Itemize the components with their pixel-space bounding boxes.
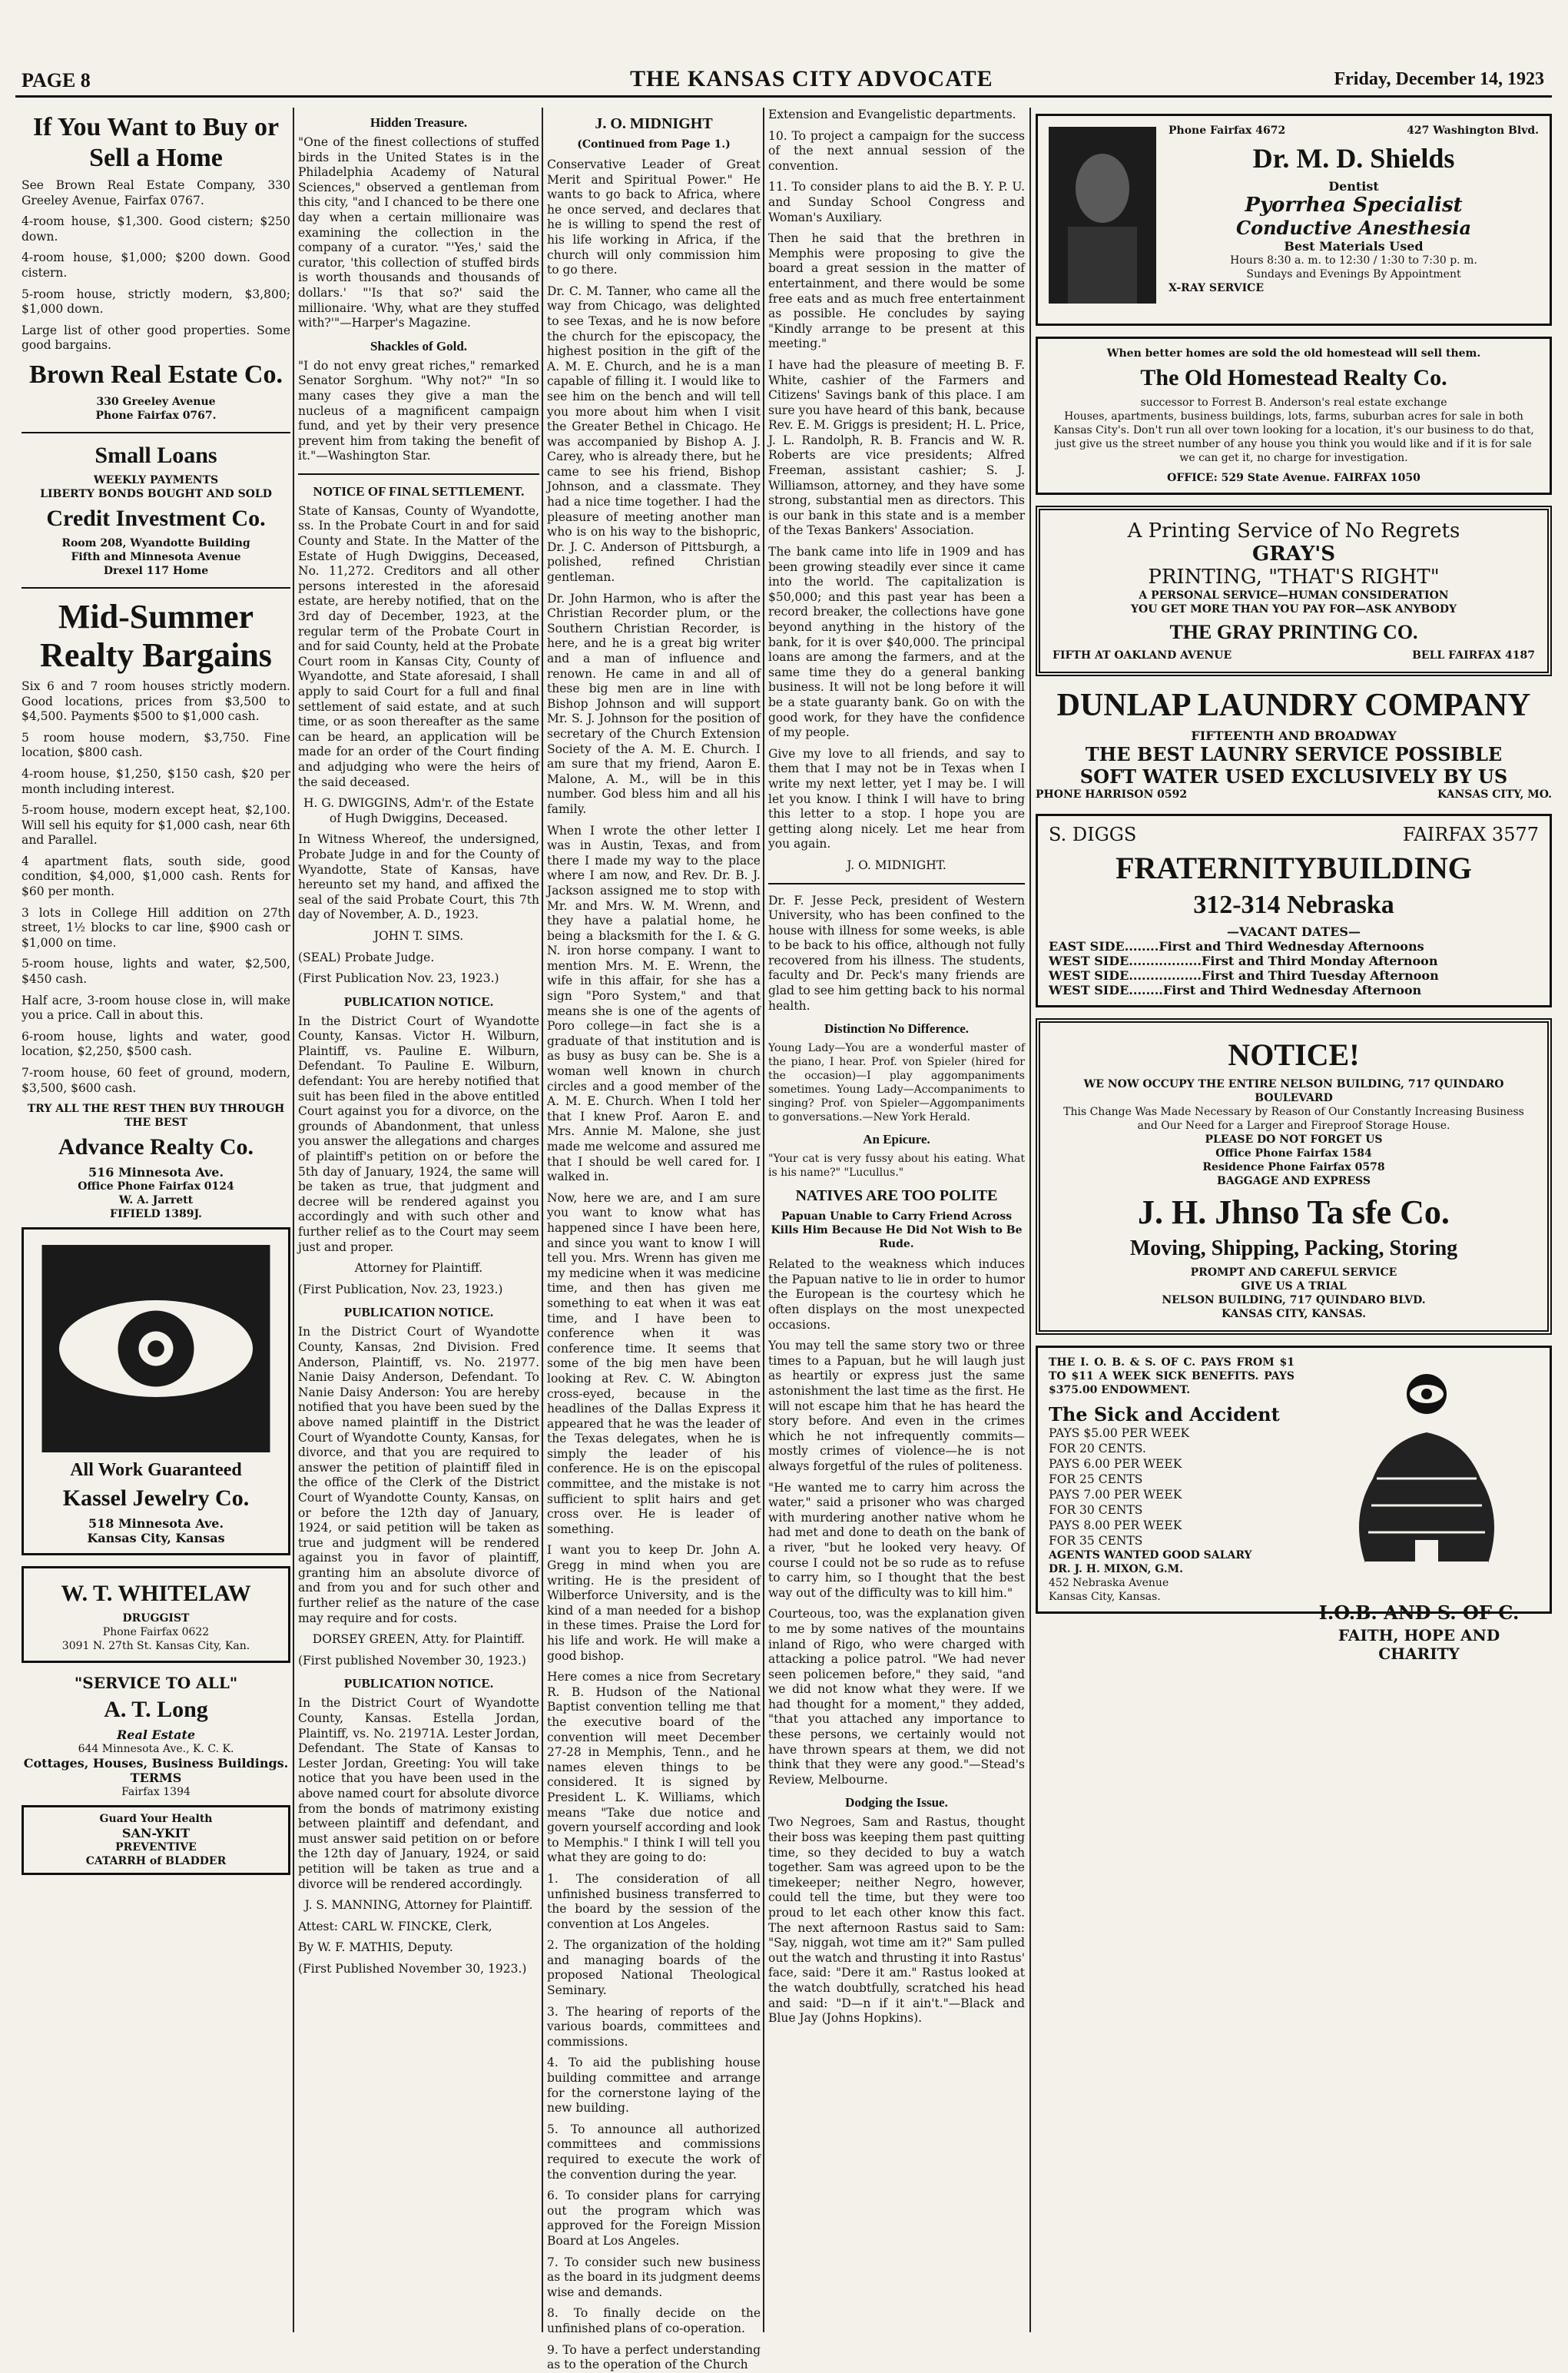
legal-signature: Attorney for Plaintiff. [354, 1261, 483, 1276]
bargain-item: 5-room house, modern except heat, $2,100. Will sell his equity for $1,000 cash, near 6th and Parallel. [22, 803, 290, 848]
johnson-transfer-ad [1036, 1018, 1552, 1335]
page-number: PAGE 8 [22, 69, 91, 91]
notice-moving: Moving, Shipping, Packing, Storing [1129, 1236, 1458, 1260]
brown-phone: Phone Fairfax 0767. [95, 409, 217, 422]
legal-notice-headline: PUBLICATION NOTICE. [343, 1676, 494, 1691]
portrait-icon [1049, 127, 1156, 304]
advance-fifield: FIFIELD 1389J. [110, 1208, 202, 1221]
kassel-guarantee: All Work Guaranteed [70, 1460, 242, 1481]
natives-subhead: Papuan Unable to Carry Friend Across Kills Him Because He Did Not Wish to Be Rude. [771, 1210, 1023, 1251]
long-service: "SERVICE TO ALL" [74, 1674, 238, 1693]
dunlap-soft: SOFT WATER USED EXCLUSIVELY BY US [1079, 765, 1508, 788]
legal-by: By W. F. MATHIS, Deputy. [298, 1940, 453, 1955]
gray-phone: BELL FAIRFAX 4187 [1412, 649, 1535, 662]
iob-agents: AGENTS WANTED GOOD SALARY [1049, 1549, 1252, 1562]
eye-illustration-icon [41, 1245, 271, 1452]
bargain-item: 5-room house, lights and water, $2,500, $450 cash. [22, 957, 290, 987]
midnight-paragraph: The bank came into life in 1909 and has been growing steadily ever since it came into the world. The capitalization is $50,000; and this past year has been a record breaker, the collections have gone beyond anything in the history of the bank, for it is over $40,000. The principal loans are among the farmers, and at the same time they do a general banking business. It will not be long before it will be a state guaranty bank. Go on with the good work, for they have the confidence of my people. [768, 545, 1025, 740]
midnight-paragraph: Give my love to all friends, and say to them that I may not be in Texas when I write my next letter, yet I may be. I will let you know. I think I will have to bring this letter to a stop. I hope you are getting along nicely. Let me hear from you again. [768, 746, 1025, 851]
legal-notice-body: In the District Court of Wyandotte County, Kansas, 2nd Division. Fred Anderson, Plaintiff, vs. No. 21977. Nanie Daisy Anderson, Defendant. To Nanie Daisy Anderson: You are hereby notified that you have been sued by the above named plaintiff in the District Court of Wyandotte County, Kansas, for divorce, and that you are required to answer the petition of plaintiff filed in the office of the Clerk of the District Court of Wyandotte County, Kansas, on or before the 12th day of January, 1924, or said petition will be taken as true and judgment will be rendered against you in favor of plaintiff, granting him an absolute divorce of and from you and for such other and further relief as the nature of the case may require and for costs. [298, 1325, 539, 1625]
santal-preventive: PREVENTIVE [115, 1841, 197, 1854]
legal-publication: (First published November 30, 1923.) [298, 1653, 526, 1668]
gray-name: GRAY'S [1252, 543, 1335, 566]
mid-summer-headline: Mid-Summer Realty Bargains [40, 597, 272, 674]
midnight-paragraph: Extension and Evangelistic departments. [768, 108, 1016, 121]
natives-paragraph: You may tell the same story two or three times to a Papuan, but he will laugh just as heartily or express just the same astonishment the last time as the first. He will not escape him that he has heard the story before. And even in the crimes which he not infrequently commits—mostly crimes of violence—he is not always forgetful of the rules of politeness. [768, 1339, 1025, 1473]
midnight-paragraph: 11. To consider plans to aid the B. Y. P. U. and Sunday School Congress and Woman's Auxiliary. [768, 180, 1025, 224]
homestead-ad [1036, 337, 1552, 495]
midnight-paragraph: Dr. C. M. Tanner, who came all the way from Chicago, was delighted to see Texas, and he is now before the church for the episcopacy, the highest position in the gift of the A. M. E. Church, and he is a man capable of filling it. I would like to see him on the bench and will tell you more about him when I visit the Greater Bethel in Chicago. He was accompanied by Bishop A. J. Carey, who is already there, but he came to see his friend, Bishop Johnson, and a classmate. They had a nice time together. I had the pleasure of meeting another man who is on his way to the bishopric, Dr. J. C. Anderson of Pittsburgh, a polished, refined Christian gentleman. [547, 284, 761, 585]
midnight-paragraph: 10. To project a campaign for the success of the next annual session of the convention. [768, 128, 1025, 173]
midnight-paragraph: 8. To finally decide on the unfinished plans of co-operation. [547, 2306, 761, 2335]
article-body: "One of the finest collections of stuffed birds in the United States is in the Philadelphia Academy of Natural Sciences," observed a gentleman from this city, "and I chanced to be there one day when a certain millionaire was examining the collection in the company of a curator. "'Yes,' said the curator, 'this collection of stuffed birds is worth thousands and thousands of dollars.' "'Is that so?' said the millionaire. 'Why, what are they stuffed with?'"—Harper's Magazine. [298, 135, 539, 330]
midnight-paragraph: Then he said that the brethren in Memphis were proposing to give the board a great session in the matter of entertainment, and there would be some free eats and as much free entertainment as possible. He concludes by saying "Kindly arrange to be present at this meeting." [768, 231, 1025, 351]
iob-address: 452 Nebraska Avenue [1049, 1577, 1169, 1589]
legal-publication: (First Publication Nov. 23, 1923.) [298, 971, 499, 986]
bargain-item: 3 lots in College Hill addition on 27th street, 1½ blocks to car line, $900 cash or $1,000 on time. [22, 905, 290, 950]
iob-logo: I.O.B. AND S. OF C. [1318, 1601, 1520, 1624]
notice-headline: NOTICE! [1228, 1037, 1360, 1072]
notice-trial: GIVE US A TRIAL [1241, 1280, 1347, 1293]
brown-address: 330 Greeley Avenue [96, 395, 216, 408]
legal-notice-body: In Witness Whereof, the undersigned, Probate Judge in and for the County of Wyandotte, State of Kansas, have hereunto set my hand, and affixed the seal of the said Probate Court, this 7th day of November, A. D., 1923. [298, 832, 539, 922]
midnight-paragraph: 3. The hearing of reports of the various boards, committees and commissions. [547, 2004, 761, 2049]
santal-catarrh: CATARRH of BLADDER [85, 1855, 227, 1868]
newspaper-title: THE KANSAS CITY ADVOCATE [630, 66, 993, 91]
iob-faith: FAITH, HOPE AND CHARITY [1338, 1626, 1500, 1663]
dunlap-phone: PHONE HARRISON 0592 [1036, 788, 1188, 801]
midnight-paragraph: 2. The organization of the holding and managing boards of the proposed National Theological Seminary. [547, 1938, 761, 1998]
notice-forget: PLEASE DO NOT FORGET US [1205, 1133, 1383, 1146]
midnight-paragraph: 6. To consider plans for carrying out the program which was approved for the Foreign Mission Board at Los Angeles. [547, 2189, 761, 2248]
midnight-paragraph: When I wrote the other letter I was in Austin, Texas, and from there I made my way to the place where I am now, and Rev. Dr. B. J. Jackson assigned me to stop with Mr. and Mrs. W. M. Wrenn, and they have a palatial home, he being a blacksmith for the I. & G. N. iron horse company. I want to mention Mrs. M. E. Wrenn, the wife in this affair, for she has a sign "Poro System," and that means she is one of the agents of Poro college—in fact she is a graduate of that institution and is as busy as busy can be. She is a woman well known in church circles and a good member of the A. M. E. Church. When I told her that I knew Prof. Aaron E. and Mrs. Annie M. Malone, she just made me welcome and assured me that I should be well cared for. I walked in. [547, 823, 761, 1184]
article-headline: Shackles of Gold. [370, 338, 468, 353]
homestead-successor: successor to Forrest B. Anderson's real estate exchange [1140, 397, 1447, 409]
long-items: Cottages, Houses, Business Buildings. TERMS [23, 1756, 289, 1786]
midnight-paragraph: 1. The consideration of all unfinished business transferred to the board by the session of the convention at Los Angeles. [547, 1871, 761, 1931]
gray-personal: A PERSONAL SERVICE—HUMAN CONSIDERATION [1139, 589, 1449, 602]
brown-realty-headline: If You Want to Buy or Sell a Home [32, 113, 280, 172]
iob-pay: PAYS $5.00 PER WEEK [1049, 1426, 1190, 1440]
frat-vacant: —VACANT DATES— [1227, 924, 1361, 939]
iob-intro: THE I. O. B. & S. OF C. PAYS FROM $1 TO $11 A WEEK SICK BENEFITS. PAYS $375.00 ENDOWMENT. [1049, 1356, 1295, 1396]
legal-publication: (First Published November 30, 1923.) [298, 1961, 527, 1976]
midnight-signature: J. O. MIDNIGHT. [847, 858, 946, 872]
issue-date: Friday, December 14, 1923 [1334, 69, 1544, 89]
natives-paragraph: "He wanted me to carry him across the water," said a prisoner who was charged with murdering another native whom he had met and done to death on the bank of a river, "but he looked very heavy. Of course I could not be so rude as to refuse to carry him, so I thought that the best way out of the difficulty was to kill him." [768, 1480, 1025, 1600]
midnight-paragraph: Here comes a nice from Secretary R. B. Hudson of the National Baptist convention telling me that the executive board of the convention will meet December 27-28 in Memphis, Tenn., and he names eleven things to be considered. It is signed by President L. K. Williams, which means "Take due notice and govern yourself according and look to Memphis." I think I will tell you what they are going to do: [547, 1670, 761, 1865]
long-name: A. T. Long [104, 1697, 208, 1723]
natives-headline: NATIVES ARE TOO POLITE [795, 1187, 998, 1205]
bargain-item: 6-room house, lights and water, good location, $2,250, $500 cash. [22, 1029, 290, 1059]
legal-notice-headline: PUBLICATION NOTICE. [343, 994, 494, 1009]
iob-ad [1036, 1346, 1552, 1663]
notice-nelson: NELSON BUILDING, 717 QUINDARO BLVD. [1162, 1294, 1426, 1306]
shields-sundays: Sundays and Evenings By Appointment [1246, 268, 1461, 280]
column-2 [298, 108, 539, 2332]
legal-signature: DORSEY GREEN, Atty. for Plaintiff. [312, 1632, 525, 1647]
gray-pay: YOU GET MORE THAN YOU PAY FOR—ASK ANYBODY [1131, 603, 1457, 616]
masthead [15, 63, 1552, 98]
column-rule [293, 108, 294, 2332]
gray-tagline: A Printing Service of No Regrets [1127, 519, 1460, 543]
natives-paragraph: Related to the weakness which induces the Papuan native to lie in order to humor the European is the courtesy which he often displays on the most unexpected occasions. [768, 1257, 1025, 1332]
notice-company: J. H. Jhnso Ta sfe Co. [1138, 1193, 1450, 1231]
iob-pay: PAYS 7.00 PER WEEK [1049, 1488, 1182, 1502]
dunlap-best: THE BEST LAUNRY SERVICE POSSIBLE [1085, 743, 1503, 765]
frat-name: FRATERNITYBUILDING [1116, 851, 1472, 885]
shields-title: Dentist [1328, 179, 1379, 194]
bargain-item: 5 room house modern, $3,750. Fine location, $800 cash. [22, 730, 290, 760]
legal-notice-body: In the District Court of Wyandotte County, Kansas. Victor H. Wilburn, Plaintiff, vs. Pauline E. Wilburn, Defendant. To Pauline E. Wilburn, defendant: You are hereby notified that suit has been filed in the above entitled Court against you for a divorce, on the grounds of Abandonment, that unless you answer the allegations and charges of plaintiff's petition on or before the 5th day of January, 1924, the same will be taken as true, that judgment and decree will be rendered against you accordingly and with such other and further relief as to the Court may seem just and proper. [298, 1014, 539, 1254]
dunlap-address: FIFTEENTH AND BROADWAY [1191, 728, 1397, 743]
frat-date: WEST SIDE.................First and Third Monday Afternoon [1049, 954, 1438, 968]
loans-bonds: LIBERTY BONDS BOUGHT AND SOLD [40, 487, 272, 500]
legal-signature: JOHN T. SIMS. [373, 928, 464, 943]
frat-fairfax: FAIRFAX 3577 [1402, 824, 1539, 845]
frat-address: 312-314 Nebraska [1193, 891, 1394, 919]
midnight-paragraph: Now, here we are, and I am sure you want to know what has happened since I have been here, and since you want to know I will tell you. Mrs. Wrenn has given me my medicine when it was medicine time, and then has given me something to eat when it was eat time, and I have been to conference when it was conference time. It seems that some of the big men have been looking at Rev. C. W. Abington cross-eyed, because in the headlines of the Dallas Express it appeared that he was the leader of the Texas delegates, when he is simply the leader of his conference. He is on the episcopal committee, and the mistake is not sufficient to split hairs and get cross over. He is leader of something. [547, 1190, 761, 1536]
natives-paragraph: Courteous, too, was the explanation given to me by some natives of the mountains inland of Rigo, who were charged with attacking a police patrol. "We had never seen policemen before," they said, "and we did not know what they were. If we had thought for a moment," they added, "that you attached any importance to these persons, we certainly would not have thrown spears at them, we did not think that they were any good."—Stead's Review, Melbourne. [768, 1607, 1025, 1787]
column-rule [763, 108, 764, 2332]
whitelaw-phone: Phone Fairfax 0622 [102, 1626, 210, 1639]
shields-name: Dr. M. D. Shields [1252, 143, 1455, 174]
whitelaw-druggist: DRUGGIST [122, 1612, 190, 1625]
bargain-item: 7-room house, 60 feet of ground, modern, $3,500, $600 cash. [22, 1066, 290, 1095]
article-headline: Distinction No Difference. [824, 1021, 970, 1037]
dunlap-city: KANSAS CITY, MO. [1437, 788, 1552, 801]
bargain-item: 4 apartment flats, south side, good condition, $4,000, $1,000 cash. Rents for $60 per month. [22, 854, 290, 899]
shields-specialty: Pyorrhea Specialist [1245, 194, 1463, 217]
iob-pay: FOR 25 CENTS [1049, 1472, 1143, 1486]
small-loans-title: Small Loans [94, 442, 217, 468]
column-3 [547, 108, 761, 2372]
loans-weekly: WEEKLY PAYMENTS [93, 473, 219, 486]
whitelaw-name: W. T. WHITELAW [61, 1581, 251, 1607]
advance-realty-name: Advance Realty Co. [58, 1134, 254, 1160]
shields-ad [1036, 114, 1552, 326]
midnight-paragraph: I want you to keep Dr. John A. Gregg in mind when you are writing. He is the president of Wilberforce University, and is the kind of a man needed for a bishop in these times. Praise the Lord for his life and work. He will make a good bishop. [547, 1543, 761, 1663]
gray-right: PRINTING, "THAT'S RIGHT" [1148, 566, 1440, 589]
bargain-item: 4-room house, $1,250, $150 cash, $20 per month including interest. [22, 766, 290, 796]
article-headline: Hidden Treasure. [370, 115, 468, 130]
legal-notice-body: In the District Court of Wyandotte County, Kansas. Estella Jordan, Plaintiff, vs. No. 21971A. Lester Jordan, Defendant. The State of Kansas to Lester Jordan, Greeting: You will take notice that you have been used in the above named court for absolute divorce from the bonds of matrimony existing between plaintiff and defendant, and must answer said petition on or before the 12th day of January, 1924, or said petition will be taken as true and a divorce will be rendered accordingly. [298, 1696, 539, 1891]
frat-date: EAST SIDE........First and Third Wednesday Afternoons [1049, 939, 1424, 954]
article-headline: Dodging the Issue. [845, 1795, 948, 1810]
bargain-item: Six 6 and 7 room houses strictly modern. Good locations, prices from $3,500 to $4,500. Payments $500 to $1,000 cash. [22, 679, 290, 724]
homestead-office: OFFICE: 529 State Avenue. FAIRFAX 1050 [1167, 472, 1420, 484]
brown-intro: See Brown Real Estate Company, 330 Greeley Avenue, Fairfax 0767. [22, 178, 290, 207]
homestead-text: Houses, apartments, business buildings, lots, farms, suburban acres for sale in both Kansas City's. Don't run all over town looking for a location, it's our business to do that, just give us the street number of any house you think you would like and if it is for sale we can get it, no charge for investigation. [1053, 410, 1534, 464]
column-rule [542, 108, 543, 2332]
dunlap-ad [1036, 687, 1552, 802]
article-body: "I do not envy great riches," remarked Senator Sorghum. "Why not?" "In so many cases they give a man the nucleus of a magnificent campaign fund, and yet by their very presence prevent him from taking the benefit of it."—Washington Star. [298, 358, 539, 463]
column-4 [768, 108, 1025, 2332]
santal-health: Guard Your Health [99, 1813, 213, 1826]
credit-investment-name: Credit Investment Co. [46, 505, 266, 531]
legal-signature: H. G. DWIGGINS, Adm'r. of the Estate of Hugh Dwiggins, Deceased. [303, 796, 534, 825]
santal-brand: SAN-YKIT [121, 1826, 191, 1841]
notice-change: This Change Was Made Necessary by Reason of Our Constantly Increasing Business and Our Need for a Larger and Fireproof Storage House. [1063, 1106, 1524, 1132]
beehive-icon [1319, 1363, 1534, 1594]
midnight-paragraph: I have had the pleasure of meeting B. F. White, cashier of the Farmers and Citizens' Savings bank of this place. I am sure you have heard of this bank, because Rev. E. M. Griggs is president; H. L. Price, J. L. Randolph, R. B. Francis and W. R. Roberts are vice presidents; Alfred Freeman, assistant cashier; S. J. Williamson, attorney, and they have some strong, substantial men as directors. This is our bank in this state and is a member of the Texas Bankers' Association. [768, 357, 1025, 538]
homestead-tagline: When better homes are sold the old homestead will sell them. [1106, 347, 1481, 360]
legal-seal: (SEAL) Probate Judge. [298, 950, 435, 964]
article-headline: An Epicure. [863, 1132, 930, 1147]
article-body: "Your cat is very fussy about his eating. What is his name?" "Lucullus." [768, 1153, 1025, 1180]
try-all-rest: TRY ALL THE REST THEN BUY THROUGH THE BEST [27, 1103, 285, 1130]
kassel-jewelry-name: Kassel Jewelry Co. [62, 1485, 250, 1512]
advance-person: W. A. Jarrett [118, 1194, 194, 1207]
kassel-city: Kansas City, Kansas [87, 1531, 225, 1546]
shields-hours: Hours 8:30 a. m. to 12:30 / 1:30 to 7:30 p. m. [1230, 254, 1477, 267]
whitelaw-address: 3091 N. 27th St. Kansas City, Kan. [61, 1640, 250, 1653]
midnight-headline: J. O. MIDNIGHT [595, 115, 713, 132]
frat-diggs: S. DIGGS [1049, 824, 1137, 845]
notice-occupy: WE NOW OCCUPY THE ENTIRE NELSON BUILDING, 717 QUINDARO BOULEVARD [1083, 1078, 1504, 1104]
shields-address: 427 Washington Blvd. [1407, 124, 1539, 137]
brown-item: Large list of other good properties. Some good bargains. [22, 323, 290, 353]
notice-prompt: PROMPT AND CAREFUL SERVICE [1190, 1266, 1397, 1279]
midnight-paragraph: 9. To have a perfect understanding as to the operation of the Church [547, 2342, 761, 2372]
frat-date: WEST SIDE........First and Third Wednesday Afternoon [1049, 983, 1422, 997]
legal-publication: (First Publication, Nov. 23, 1923.) [298, 1282, 503, 1296]
midnight-paragraph: 7. To consider such new business as the board in its judgment deems wise and demands. [547, 2255, 761, 2299]
credit-address-1: Room 208, Wyandotte Building [61, 536, 250, 549]
legal-notice-body: State of Kansas, County of Wyandotte, ss. In the Probate Court in and for said County and State. In the Matter of the Estate of Hugh Dwiggins, Deceased, No. 11,272. Creditors and all other persons interested in the aforesaid estate, are hereby notified, that on the 3rd day of December, 1923, at the regular term of the Probate Court in and for said County, held at the Probate Court room in Kansas City, County of Wyandotte, and State aforesaid, I shall apply to said Court for a full and final settlement of said estate, and at such time, or as soon thereafter as the same can be heard, an application will be made for an order of the Court finding and adjudging who were the heirs of the said deceased. [298, 503, 539, 789]
midnight-paragraph: Conservative Leader of Great Merit and Spiritual Power." He wants to go back to Africa, where he once served, and declares that he is willing to spend the rest of his life working in Africa, if the church will only commission him to go there. [547, 158, 761, 277]
legal-attest: Attest: CARL W. FINCKE, Clerk, [298, 1919, 492, 1933]
iob-pay: PAYS 6.00 PER WEEK [1049, 1457, 1182, 1471]
gray-company: THE GRAY PRINTING CO. [1169, 621, 1418, 643]
long-phone: Fairfax 1394 [121, 1786, 191, 1799]
peck-article: Dr. F. Jesse Peck, president of Western University, who has been confined to the house with illness for some weeks, is able to be back to his office, although not fully recovered from his illness. The students, faculty and Dr. Peck's many friends are glad to see him getting back to his normal health. [768, 893, 1025, 1013]
advance-address: 516 Minnesota Ave. [88, 1165, 224, 1180]
notice-city: KANSAS CITY, KANSAS. [1222, 1308, 1366, 1320]
iob-city: Kansas City, Kansas. [1049, 1591, 1161, 1603]
shields-xray: X-RAY SERVICE [1169, 282, 1264, 294]
frat-date: WEST SIDE.................First and Third Tuesday Afternoon [1049, 968, 1439, 983]
notice-office-phone: Office Phone Fairfax 1584 [1215, 1147, 1372, 1160]
iob-pay: FOR 20 CENTS. [1049, 1442, 1146, 1455]
notice-residence-phone: Residence Phone Fairfax 0578 [1202, 1161, 1385, 1173]
shields-anesthesia: Conductive Anesthesia [1235, 217, 1471, 239]
dunlap-name: DUNLAP LAUNDRY COMPANY [1056, 688, 1531, 723]
gray-printing-ad [1036, 506, 1552, 676]
iob-pay: FOR 35 CENTS [1049, 1534, 1143, 1548]
brown-item: 5-room house, strictly modern, $3,800; $1,000 down. [22, 287, 290, 317]
notice-baggage: BAGGAGE AND EXPRESS [1217, 1175, 1371, 1187]
credit-address-2: Fifth and Minnesota Avenue [71, 550, 241, 563]
long-address: 644 Minnesota Ave., K. C. K. [78, 1743, 234, 1756]
legal-signature: J. S. MANNING, Attorney for Plaintiff. [304, 1898, 533, 1913]
column-rule [1029, 108, 1031, 2332]
column-5-ads [1036, 108, 1552, 2332]
midnight-paragraph: 4. To aid the publishing house building committee and arrange for the cornerstone laying of the new building. [547, 2056, 761, 2116]
midnight-continued: (Continued from Page 1.) [577, 138, 731, 151]
iob-sick: The Sick and Accident [1049, 1403, 1280, 1425]
brown-realty-name: Brown Real Estate Co. [29, 360, 283, 389]
midnight-paragraph: Dr. John Harmon, who is after the Christian Recorder plum, or the Southern Christian Recorder, is here, and he is a great big writer and a man of influence and renown. He came in and all of these big men are in line with Bishop Johnson and will support Mr. S. J. Johnson for the position of secretary of the Church Extension Society of the A. M. E. Church. I am sure that my friend, Aaron E. Malone, A. M., will be in this number. God bless him and all his family. [547, 591, 761, 816]
bargain-item: Half acre, 3-room house close in, will make you a price. Call in about this. [22, 993, 290, 1023]
shields-materials: Best Materials Used [1284, 239, 1424, 254]
brown-item: 4-room house, $1,300. Good cistern; $250 down. [22, 214, 290, 244]
midnight-paragraph: 5. To announce all authorized committees and commissions required to execute the work of the convention during the year. [547, 2122, 761, 2182]
brown-item: 4-room house, $1,000; $200 down. Good cistern. [22, 251, 290, 280]
article-body: Two Negroes, Sam and Rastus, thought their boss was keeping them past quitting time, so they decided to buy a watch together. Sam was agreed upon to be the timekeeper; neither Negro, however, could tell the time, but they were too proud to let each other know this fact. The next afternoon Rastus said to Sam: "Say, niggah, wot time am it?" Sam pulled out the watch and thrusting it into Rastus' face, said: "Dere it am." Rastus looked at the watch doubtfully, scratched his head and said: "D—n if it ain't."—Black and Blue Jay (Johns Hopkins). [768, 1815, 1025, 2026]
fraternity-ad [1036, 814, 1552, 1007]
gray-address: FIFTH AT OAKLAND AVENUE [1053, 649, 1232, 662]
legal-notice-headline: PUBLICATION NOTICE. [343, 1305, 494, 1320]
iob-pay: PAYS 8.00 PER WEEK [1049, 1518, 1182, 1532]
iob-pay: FOR 30 CENTS [1049, 1503, 1143, 1517]
legal-notice-headline: NOTICE OF FINAL SETTLEMENT. [313, 483, 525, 499]
column-1 [22, 108, 290, 2332]
shields-phone: Phone Fairfax 4672 [1169, 124, 1286, 137]
credit-phone: Drexel 117 Home [103, 564, 209, 577]
kassel-address: 518 Minnesota Ave. [88, 1516, 224, 1532]
iob-mixon: DR. J. H. MIXON, G.M. [1049, 1563, 1183, 1575]
article-body: Young Lady—You are a wonderful master of the piano, I hear. Prof. von Spieler (hired for the occasion)—I play aggompaniments sometimes. Young Lady—Accompaniments to singing? Prof. von Spieler—Aggompaniments to gonversations.—New York Herald. [768, 1042, 1025, 1124]
long-real-estate: Real Estate [116, 1727, 196, 1743]
advance-phone: Office Phone Fairfax 0124 [78, 1180, 234, 1193]
homestead-name: The Old Homestead Realty Co. [1140, 365, 1447, 390]
